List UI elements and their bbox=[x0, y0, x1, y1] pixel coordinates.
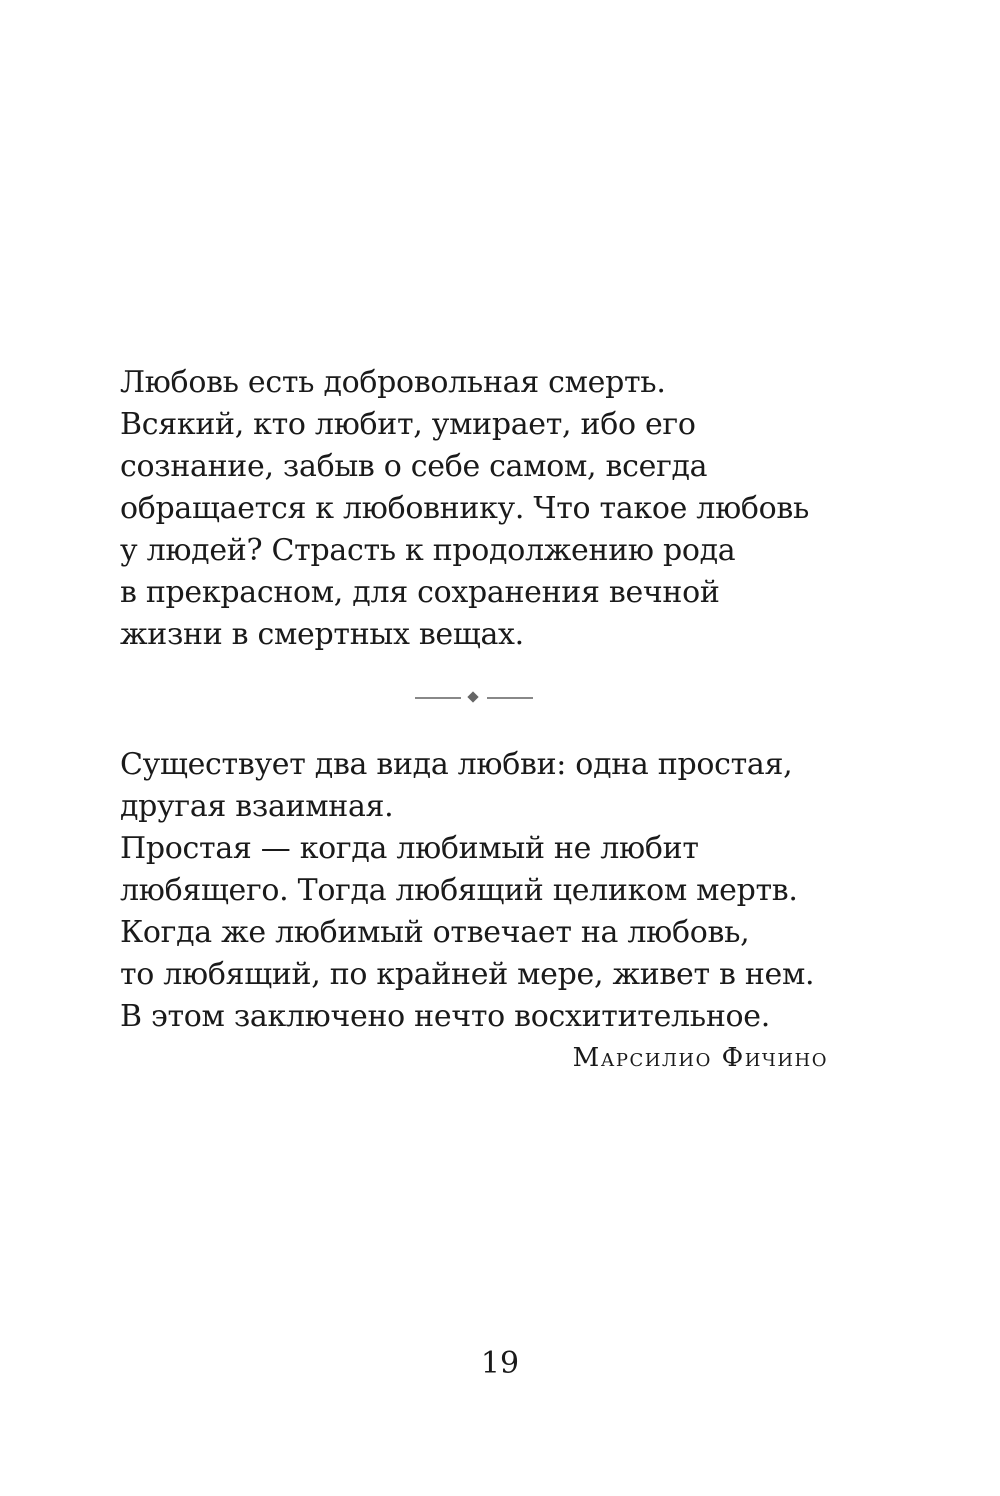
text-line: Любовь есть добровольная смерть. bbox=[120, 365, 666, 400]
text-line: то любящий, по крайней мере, живет в нем. bbox=[120, 957, 815, 992]
text-line: Всякий, кто любит, умирает, ибо его bbox=[120, 407, 696, 442]
text-line: жизни в смертных вещах. bbox=[120, 617, 524, 652]
text-line: обращается к любовнику. Что такое любовь bbox=[120, 491, 810, 526]
section-divider bbox=[415, 690, 535, 706]
divider-rule-left bbox=[415, 697, 461, 699]
text-line: у людей? Страсть к продолжению рода bbox=[120, 533, 736, 568]
text-line: В этом заключено нечто восхитительное. bbox=[120, 999, 770, 1034]
quote-paragraph-1 bbox=[120, 362, 860, 656]
text-line: Существует два вида любви: одна простая, bbox=[120, 747, 793, 782]
quote-attribution: Марсилио Фичино bbox=[572, 1043, 828, 1073]
page-number: 19 bbox=[480, 1346, 520, 1381]
diamond-ornament-icon bbox=[467, 691, 478, 702]
text-line: другая взаимная. bbox=[120, 789, 394, 824]
text-line: в прекрасном, для сохранения вечной bbox=[120, 575, 720, 610]
text-line: любящего. Тогда любящий целиком мертв. bbox=[120, 873, 798, 908]
text-line: Когда же любимый отвечает на любовь, bbox=[120, 915, 750, 950]
divider-rule-right bbox=[487, 697, 533, 699]
quote-paragraph-2 bbox=[120, 744, 860, 1038]
text-line: Простая — когда любимый не любит bbox=[120, 831, 699, 866]
text-line: сознание, забыв о себе самом, всегда bbox=[120, 449, 708, 484]
